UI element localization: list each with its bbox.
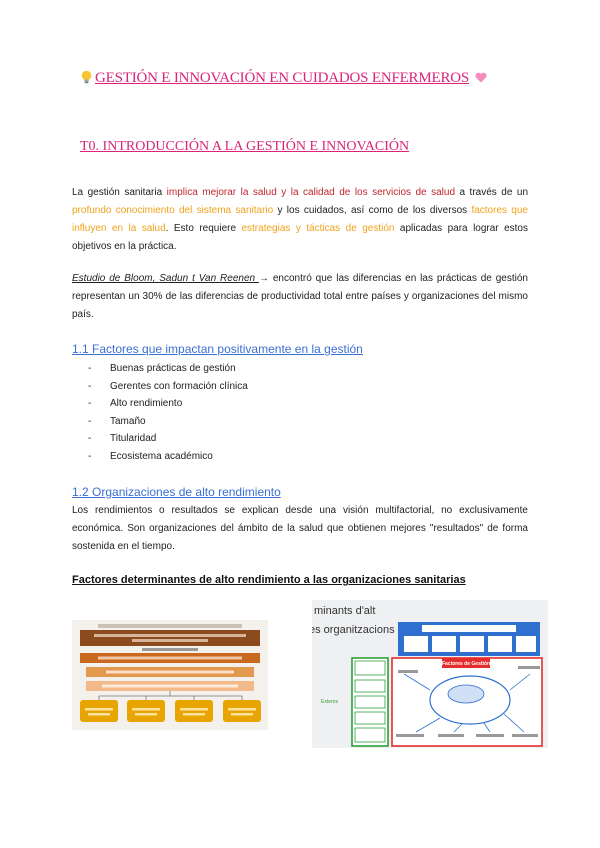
figure-right-diagram (312, 600, 548, 748)
figure-right-header-1: minants d'alt (314, 605, 376, 617)
document-title (80, 70, 540, 87)
highlight-red-1: implica mejorar la salud y la calidad de los servicios de salud (166, 187, 456, 198)
figure-right-header-2: es organitzacions (312, 624, 395, 636)
document-title-text: GESTIÓN E INNOVACIÓN EN CUIDADOS ENFERMEROS (95, 70, 470, 86)
factors-subtitle: 1.1 Factores que impactan positivamente en la gestión (72, 342, 363, 356)
figures-title: Factores determinantes de alto rendimiento a las organizaciones sanitarias (72, 574, 466, 586)
list-item: - Titularidad (88, 433, 157, 444)
highlight-orange-3: estrategias y tácticas de gestión (241, 223, 395, 234)
orgs-subtitle: 1.2 Organizaciones de alto rendimiento (72, 485, 281, 499)
orgs-paragraph: Los rendimientos o resultados se explican desde una visión multifactorial, no exclusivamente económica. Son organizaciones del ámbito de la salud que obtienen mejores "resultados" de forma sostenida en el tiempo. (72, 505, 528, 552)
highlight-orange-1: profundo conocimiento del sistema sanitario (72, 205, 274, 216)
arrow-glyph: → (258, 273, 269, 284)
figure-right-side-label: Externs (321, 699, 338, 705)
highlight-orange-2: factores que influyen en la salud (72, 205, 528, 234)
factors-list (88, 360, 388, 465)
figure-left-diagram (72, 620, 268, 730)
study-reference: Estudio de Bloom, Sadun t Van Reenen (72, 273, 259, 284)
list-item: - Tamaño (88, 415, 146, 427)
section-title: T0. INTRODUCCIÓN A LA GESTIÓN E INNOVACIÓN (80, 139, 410, 154)
lightbulb-icon (80, 70, 93, 84)
list-item: - Gerentes con formación clínica (88, 380, 248, 392)
figure-right-center-label: Factores de Gestión (441, 661, 491, 667)
list-item: - Ecosistema académico (88, 450, 213, 462)
intro-paragraph: La gestión sanitaria implica mejorar la salud y la calidad de los servicios de salud a través de un profundo conocimiento del sistema sanitario y los cuidados, así como de los diversos factores que influyen en la salud. Esto requiere estrategias y tácticas de gestión aplicadas para lograr estos objetivos en la práctica. (72, 187, 529, 252)
list-item: - Buenas prácticas de gestión (88, 363, 236, 374)
heart-icon (475, 71, 487, 82)
list-item: - Alto rendimiento (88, 398, 183, 409)
study-paragraph: Estudio de Bloom, Sadun t Van Reenen → encontró que las diferencias en las prácticas de gestión representan un 30% de las diferencias de productividad total entre países y organizaciones del mismo país. (72, 273, 528, 320)
